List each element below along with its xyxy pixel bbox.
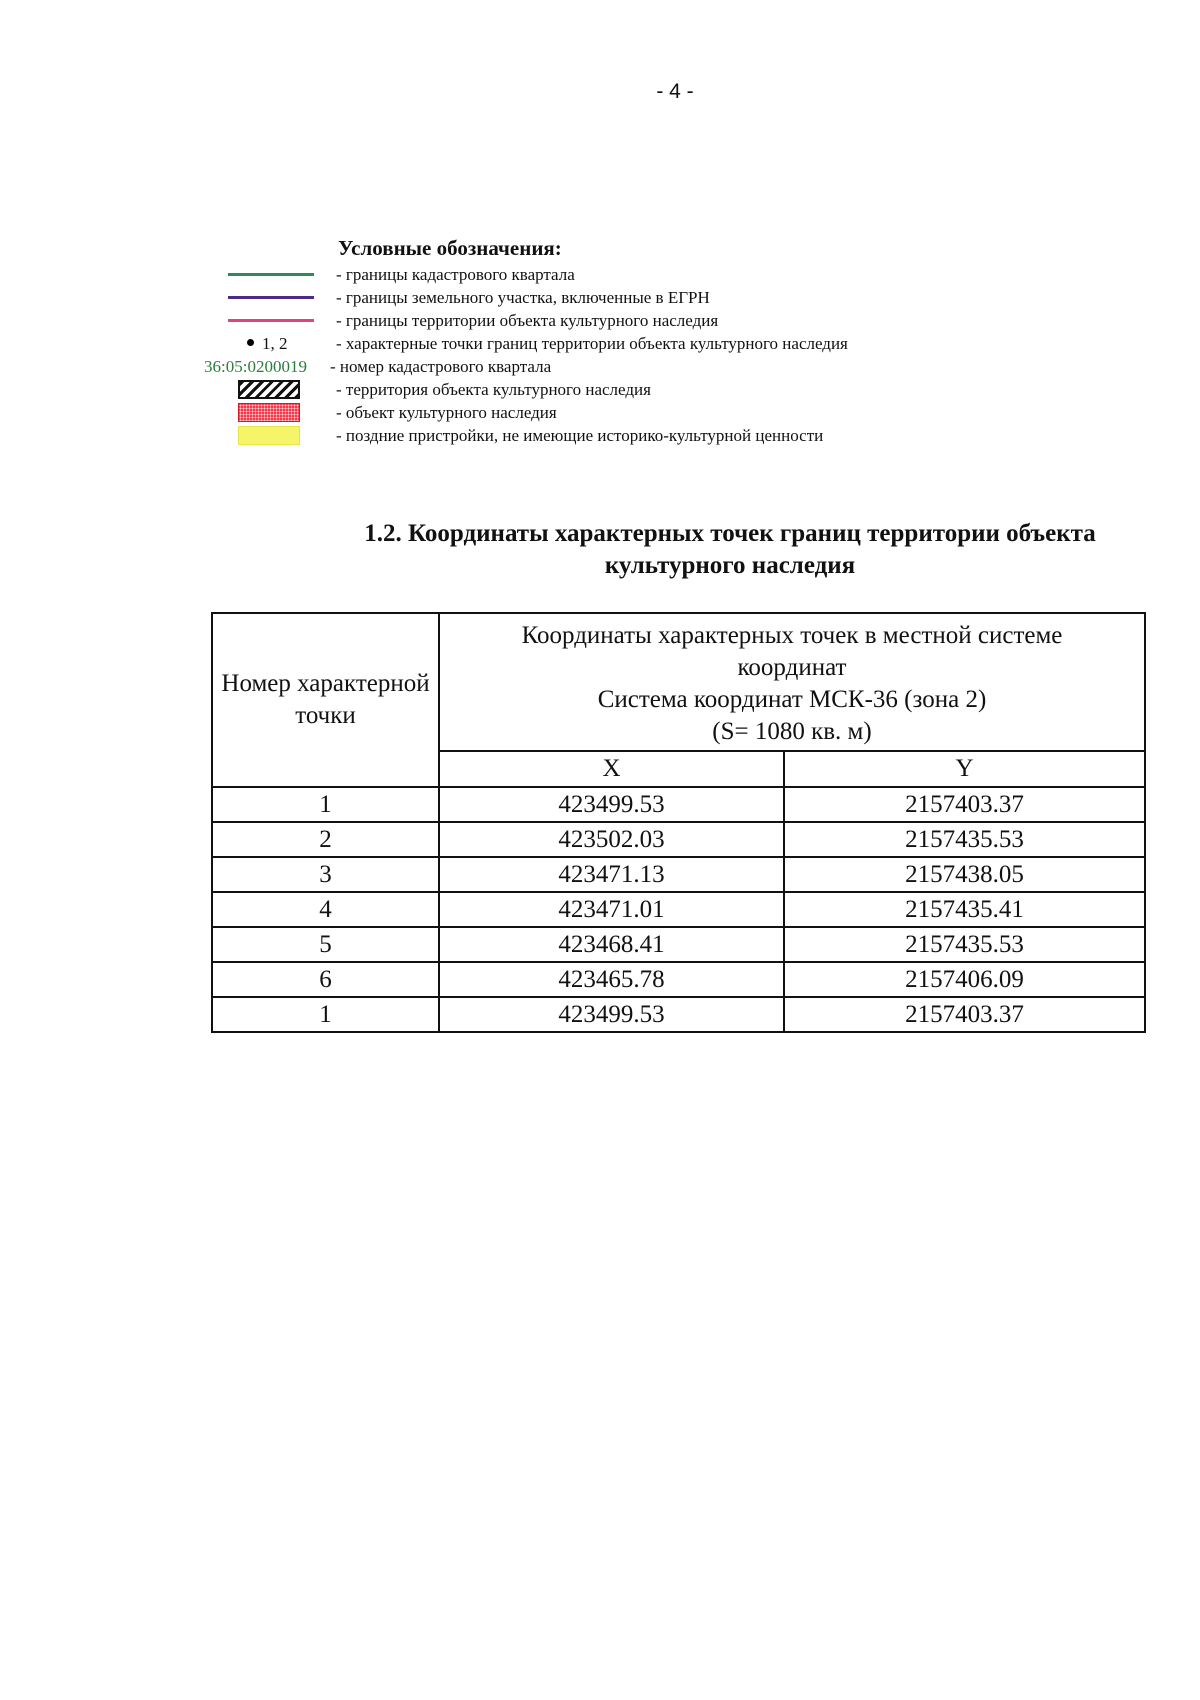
legend-item-late-additions: [0, 425, 1200, 447]
point-number-cell: 5: [212, 927, 439, 962]
point-dot-icon: [247, 339, 254, 346]
quarter-number-symbol: 36:05:0200019: [204, 357, 307, 376]
legend-title: Условные обозначения:: [338, 236, 562, 260]
legend-item-label: - границы территории объекта культурного наследия: [336, 311, 719, 330]
point-number-cell: 2: [212, 822, 439, 857]
coordinate-system-header-line: координат: [737, 654, 847, 681]
legend-item-heritage-object: [0, 402, 1200, 424]
table-body: [212, 787, 1145, 1032]
x-cell: 423471.01: [439, 892, 784, 927]
y-cell: 2157435.53: [784, 927, 1145, 962]
legend-item-heritage-territory: [0, 379, 1200, 401]
coordinates-table: [211, 612, 1146, 1033]
legend-item-label: - номер кадастрового квартала: [330, 357, 552, 376]
x-cell: 423471.13: [439, 857, 784, 892]
y-cell: 2157403.37: [784, 787, 1145, 822]
section-heading-line-1: 1.2. Координаты характерных точек границ территории объекта: [364, 520, 1096, 547]
section-heading-line-2: культурного наследия: [604, 552, 856, 579]
x-column-header: X: [439, 751, 784, 787]
legend-item-label: - территория объекта культурного наследия: [336, 380, 651, 399]
table-row: [212, 997, 1145, 1032]
table-row: [212, 927, 1145, 962]
page-number: - 4 -: [656, 80, 694, 103]
legend-item-label: - объект культурного наследия: [336, 403, 557, 422]
coordinate-system-header: [439, 613, 1145, 751]
point-number-cell: 6: [212, 962, 439, 997]
point-symbol-label: 1, 2: [262, 334, 288, 353]
table-row: [212, 787, 1145, 822]
coordinate-system-header-line: (S= 1080 кв. м): [712, 718, 872, 745]
legend-item-label: - поздние пристройки, не имеющие историко-культурной ценности: [336, 426, 824, 445]
y-cell: 2157406.09: [784, 962, 1145, 997]
hatch-fill-symbol: [238, 380, 300, 399]
legend-item-label: - границы кадастрового квартала: [336, 265, 575, 284]
table-row: [212, 822, 1145, 857]
x-cell: 423499.53: [439, 997, 784, 1032]
point-number-cell: 3: [212, 857, 439, 892]
y-cell: 2157403.37: [784, 997, 1145, 1032]
pink-line-symbol: [228, 319, 314, 322]
legend-item-quarter-number: [0, 356, 1200, 378]
table-row: [212, 892, 1145, 927]
section-heading: [280, 518, 1180, 582]
point-number-header: Номер характерной точки: [212, 613, 439, 787]
legend-item-land-plot-boundary: [0, 287, 1200, 309]
legend-item-label: - характерные точки границ территории объекта культурного наследия: [336, 334, 848, 353]
coordinate-system-header-line: Координаты характерных точек в местной системе: [521, 622, 1063, 649]
point-number-cell: 1: [212, 787, 439, 822]
legend-item-label: - границы земельного участка, включенные в ЕГРН: [336, 288, 710, 307]
red-fill-symbol: [238, 403, 300, 422]
table-header-row: [212, 613, 1145, 751]
point-number-cell: 1: [212, 997, 439, 1032]
coordinate-system-header-line: Система координат МСК-36 (зона 2): [597, 686, 987, 713]
y-cell: 2157438.05: [784, 857, 1145, 892]
table-row: [212, 857, 1145, 892]
table-row: [212, 962, 1145, 997]
green-line-symbol: [228, 273, 314, 276]
y-cell: 2157435.41: [784, 892, 1145, 927]
point-symbol: [247, 333, 288, 355]
purple-line-symbol: [228, 296, 314, 299]
x-cell: 423499.53: [439, 787, 784, 822]
x-cell: 423502.03: [439, 822, 784, 857]
y-cell: 2157435.53: [784, 822, 1145, 857]
y-column-header: Y: [784, 751, 1145, 787]
yellow-fill-symbol: [238, 426, 300, 445]
x-cell: 423468.41: [439, 927, 784, 962]
x-cell: 423465.78: [439, 962, 784, 997]
point-number-cell: 4: [212, 892, 439, 927]
legend-item-cadastral-quarter-boundary: [0, 264, 1200, 286]
legend-item-characteristic-points: [0, 333, 1200, 355]
legend-item-heritage-territory-boundary: [0, 310, 1200, 332]
